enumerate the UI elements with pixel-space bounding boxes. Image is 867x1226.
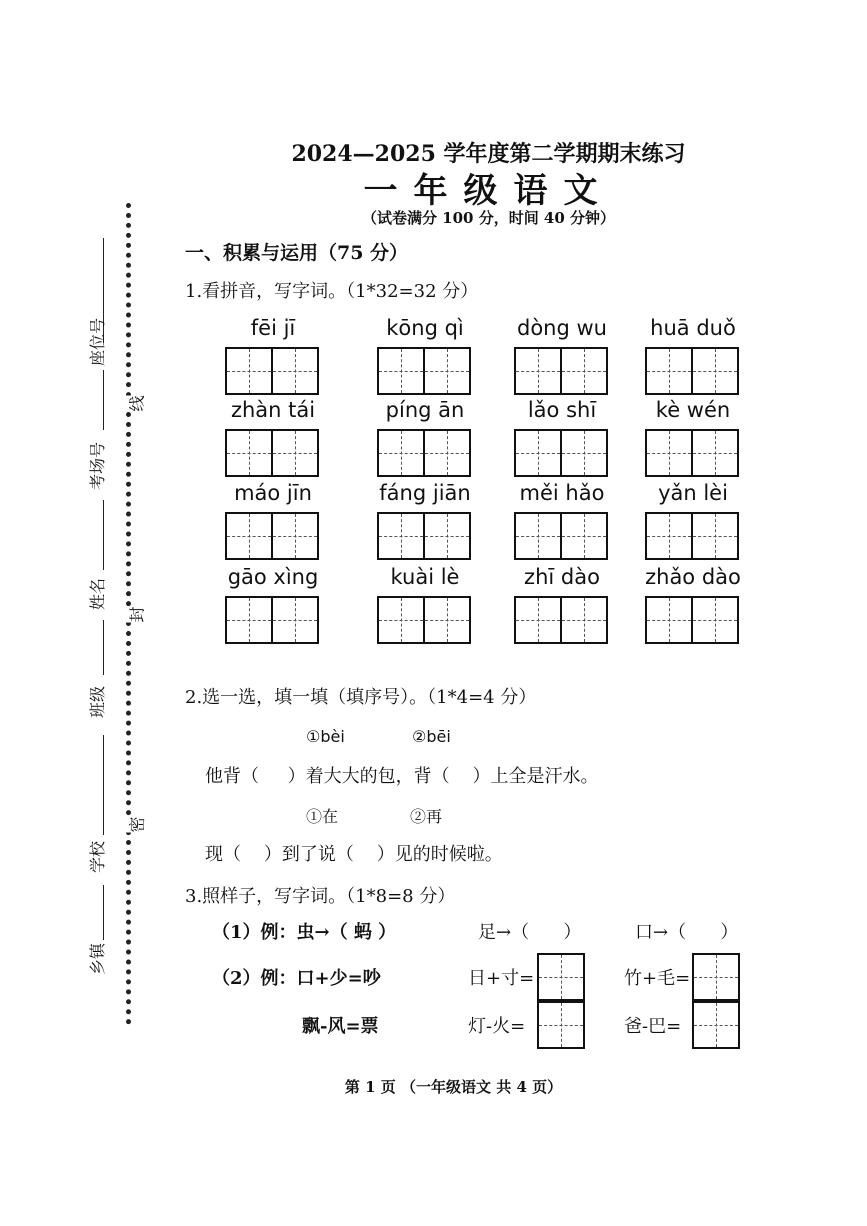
tian-grid-box[interactable] (514, 512, 562, 560)
tian-grid-box[interactable] (271, 429, 319, 477)
tian-grid-box[interactable] (645, 512, 693, 560)
tian-grid-box[interactable] (225, 429, 273, 477)
exam-room-line[interactable] (103, 370, 104, 430)
exam-title: 2024—2025 学年度第二学期期末练习 (291, 141, 686, 167)
q3-answer-box-2[interactable] (692, 953, 740, 1001)
q2-sentence-2[interactable]: 现（ ）到了说（ ）见的时候啦。 (205, 844, 503, 865)
q3-item-1[interactable]: 足→（ ） (478, 922, 582, 943)
name-label: 姓名 (88, 577, 107, 610)
name-line[interactable] (103, 500, 104, 570)
pinyin-label: máo jīn (234, 481, 312, 505)
seal-word-line: 线 (125, 395, 148, 411)
tian-grid-box[interactable] (560, 429, 608, 477)
pinyin-label: měi hǎo (519, 481, 605, 505)
section-heading: 一、积累与运用（75 分） (185, 242, 409, 264)
pinyin-label: fáng jiān (379, 481, 471, 505)
tian-grid-box[interactable] (271, 512, 319, 560)
tian-grid-box[interactable] (377, 429, 425, 477)
pinyin-label: yǎn lèi (658, 481, 728, 505)
pinyin-label: zhàn tái (230, 398, 316, 422)
subject-title: 一年级语文 (363, 171, 614, 211)
tian-grid-box[interactable] (691, 512, 739, 560)
pinyin-label: gāo xìng (227, 565, 319, 589)
tian-grid-box[interactable] (691, 347, 739, 395)
q2-sentence-1[interactable]: 他背（ ）着大大的包，背（ ）上全是汗水。 (205, 766, 599, 787)
tian-grid-box[interactable] (645, 347, 693, 395)
page-footer: 第 1 页 （一年级语文 共 4 页） (344, 1078, 563, 1096)
q3-example-1: （1）例：虫→（ 蚂 ） (212, 922, 397, 943)
exam-note: （试卷满分 100 分，时间 40 分钟） (361, 209, 616, 227)
pinyin-label: fēi jī (250, 316, 296, 340)
tian-grid-box[interactable] (423, 347, 471, 395)
q3-example-2: （2）例：口+少=吵 (212, 968, 381, 989)
q3-example-3: 飘-风=票 (302, 1016, 379, 1037)
tian-grid-box[interactable] (225, 596, 273, 644)
class-line[interactable] (103, 620, 104, 675)
tian-grid-box[interactable] (645, 596, 693, 644)
q3-item-5-label: 灯-火= (468, 1016, 526, 1037)
class-label: 班级 (88, 685, 107, 718)
seat-number-label: 座位号 (88, 317, 107, 366)
tian-grid-box[interactable] (225, 512, 273, 560)
q3-prompt: 3.照样子，写字词。（1*8=8 分） (185, 886, 456, 907)
q3-answer-box-3[interactable] (537, 1001, 585, 1049)
pinyin-label: kè wén (655, 398, 731, 422)
exam-room-label: 考场号 (88, 441, 107, 490)
seal-word-seal: 封 (125, 606, 148, 622)
tian-grid-box[interactable] (645, 429, 693, 477)
tian-grid-box[interactable] (377, 512, 425, 560)
pinyin-label: zhī dào (524, 565, 600, 589)
seal-word-secret: 密 (125, 816, 148, 832)
pinyin-label: kuài lè (390, 565, 460, 589)
pinyin-label: dòng wu (517, 316, 607, 340)
q3-item-2[interactable]: 口→（ ） (635, 922, 739, 943)
tian-grid-box[interactable] (271, 596, 319, 644)
pinyin-label: kōng qì (386, 316, 464, 340)
pinyin-label: lǎo shī (527, 398, 597, 422)
q3-item-3-label: 日+寸= (468, 968, 535, 989)
tian-grid-box[interactable] (377, 596, 425, 644)
tian-grid-box[interactable] (560, 596, 608, 644)
q2-option-1: ①bèi (306, 727, 345, 746)
township-line[interactable] (103, 885, 104, 940)
tian-grid-box[interactable] (560, 512, 608, 560)
tian-grid-box[interactable] (560, 347, 608, 395)
tian-grid-box[interactable] (691, 429, 739, 477)
tian-grid-box[interactable] (377, 347, 425, 395)
school-label: 学校 (88, 840, 107, 873)
q3-item-4-label: 竹+毛= (624, 968, 691, 989)
tian-grid-box[interactable] (691, 596, 739, 644)
school-line[interactable] (103, 735, 104, 835)
q3-answer-box-4[interactable] (692, 1001, 740, 1049)
tian-grid-box[interactable] (423, 596, 471, 644)
tian-grid-box[interactable] (514, 347, 562, 395)
q1-prompt: 1.看拼音，写字词。（1*32=32 分） (185, 281, 479, 302)
q2-option-4: ②再 (410, 807, 443, 826)
q2-prompt: 2.选一选，填一填（填序号）。（1*4=4 分） (185, 687, 537, 708)
township-label: 乡镇 (88, 942, 107, 975)
q3-item-6-label: 爸-巴= (624, 1016, 682, 1037)
q2-option-2: ②bēi (412, 727, 451, 746)
tian-grid-box[interactable] (423, 512, 471, 560)
pinyin-label: píng ān (385, 398, 465, 422)
q2-option-3: ①在 (306, 807, 339, 826)
tian-grid-box[interactable] (514, 596, 562, 644)
pinyin-label: zhǎo dào (645, 565, 741, 589)
tian-grid-box[interactable] (423, 429, 471, 477)
tian-grid-box[interactable] (514, 429, 562, 477)
tian-grid-box[interactable] (271, 347, 319, 395)
q3-answer-box-1[interactable] (537, 953, 585, 1001)
pinyin-label: huā duǒ (650, 316, 736, 340)
tian-grid-box[interactable] (225, 347, 273, 395)
